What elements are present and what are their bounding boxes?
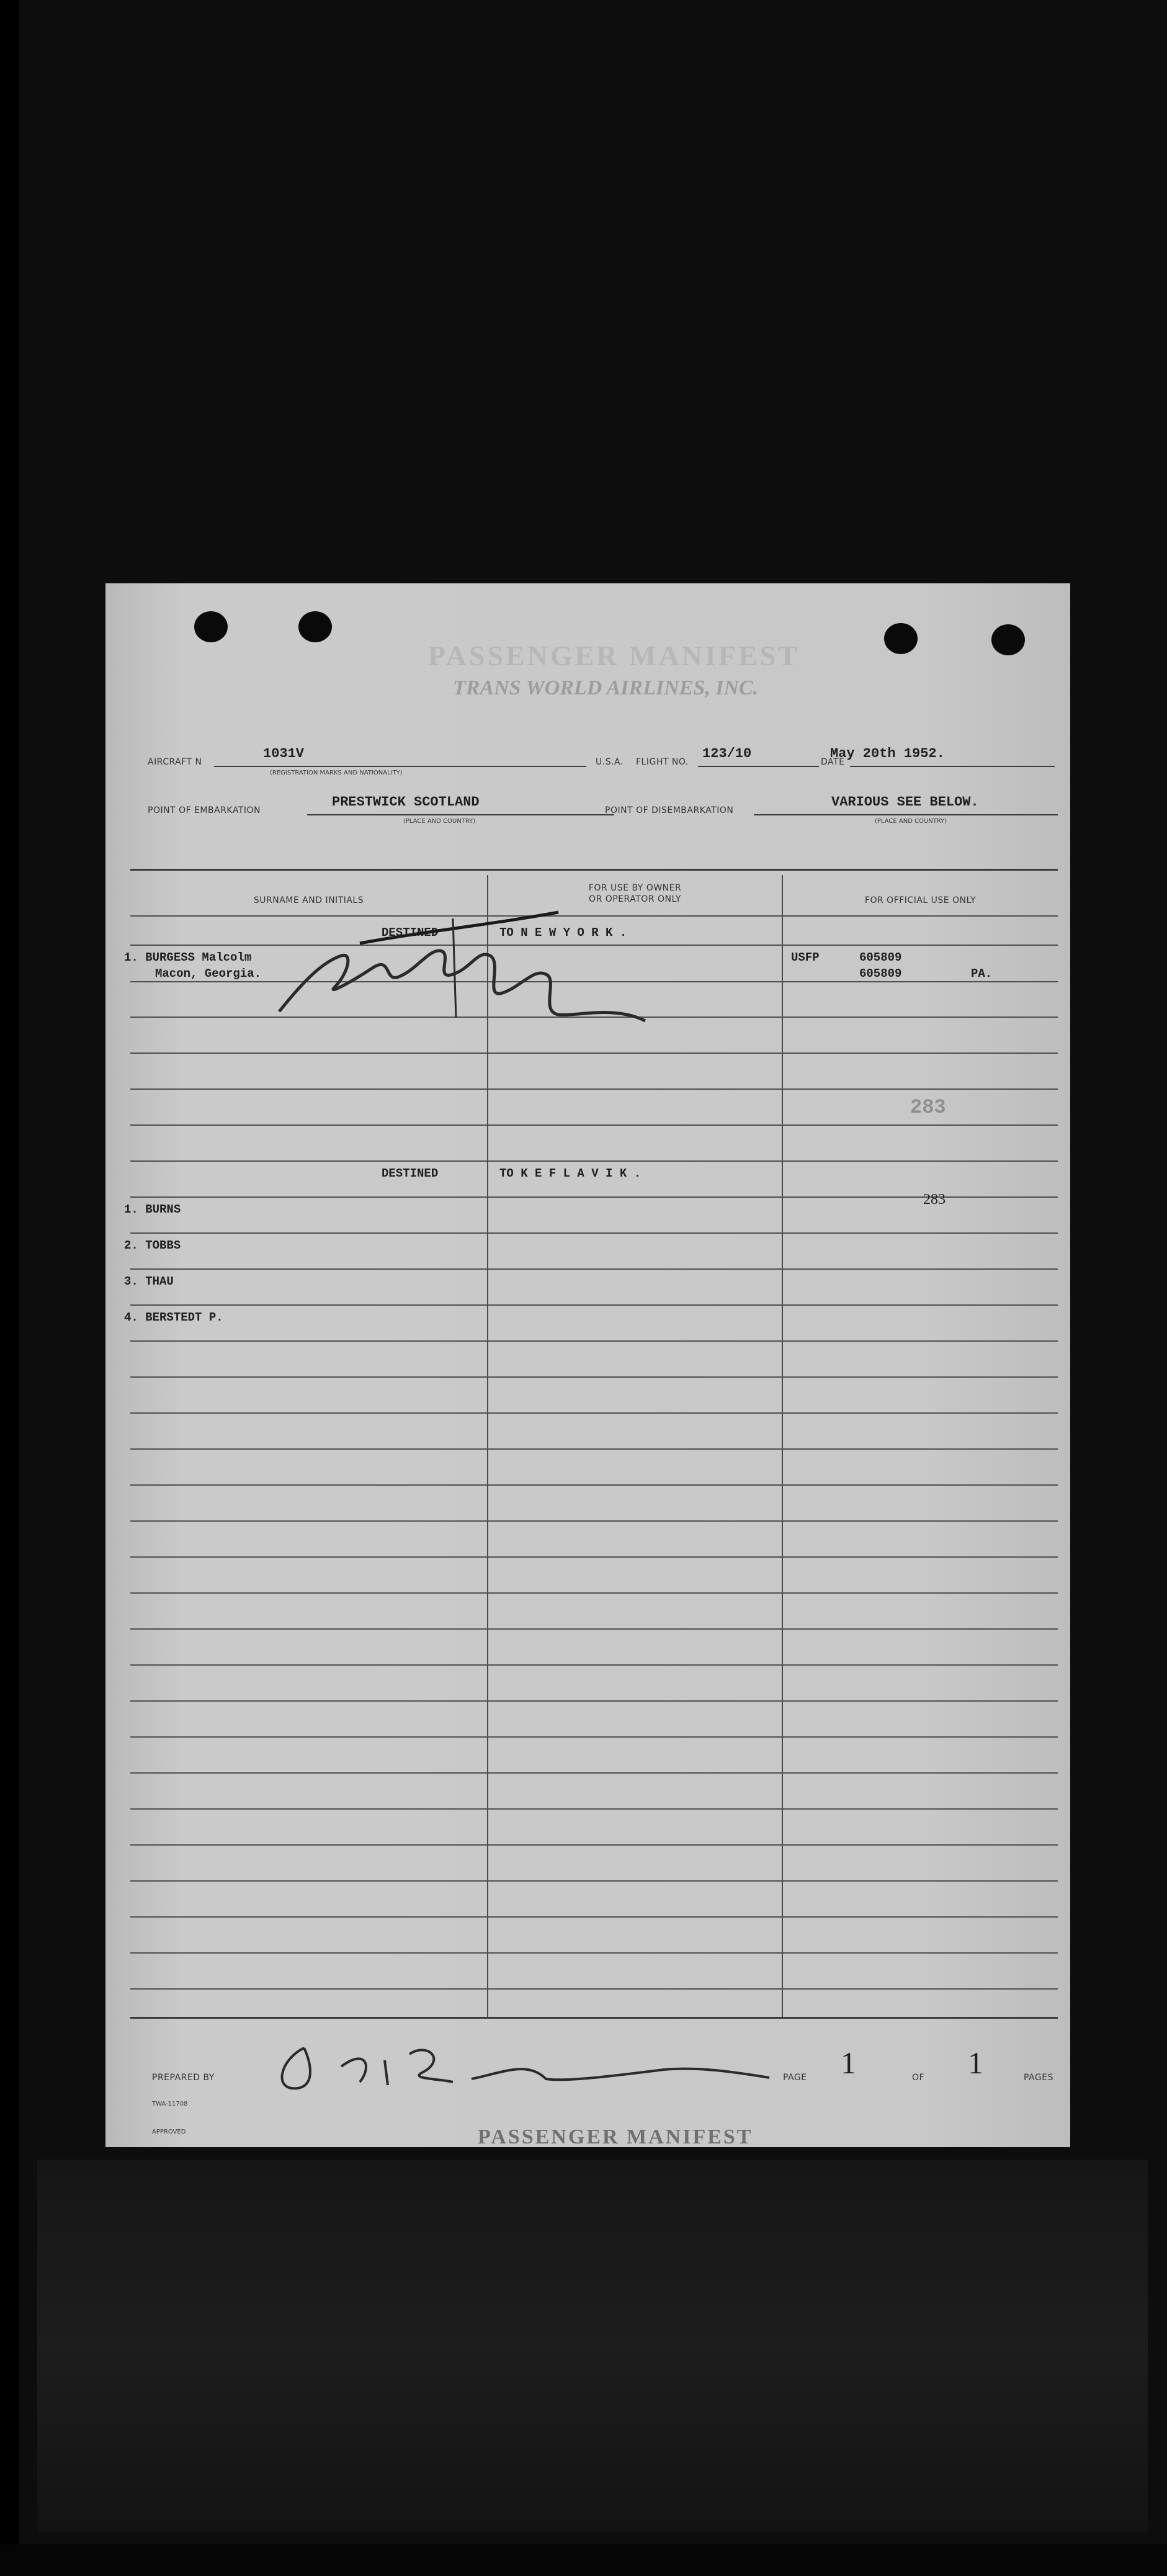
passenger-row-1-code: USFP: [791, 951, 820, 964]
manifest-sheet: [105, 583, 1070, 2147]
page-number-value: 1: [841, 2045, 856, 2080]
passenger-row-1-number: 605809: [859, 951, 902, 964]
table-row-rule: [130, 1772, 1058, 1774]
destined-label: DESTINED: [382, 926, 439, 940]
disembarkation-underline: [754, 814, 1058, 815]
table-row-rule: [130, 1412, 1058, 1414]
embarkation-underline: [307, 814, 614, 815]
handwritten-signature-prepared-by: [267, 2023, 776, 2098]
aircraft-sublabel: (REGISTRATION MARKS AND NATIONALITY): [270, 770, 403, 776]
destined-label: DESTINED: [382, 1167, 439, 1180]
table-row-rule: [130, 1880, 1058, 1882]
surname-column-header: SURNAME AND INITIALS: [253, 895, 364, 905]
passenger-row-2-number: 605809: [859, 967, 902, 981]
passenger-row-2-address: Macon, Georgia.: [155, 967, 262, 981]
table-row-rule: [130, 1052, 1058, 1054]
official-column-header: FOR OFFICIAL USE ONLY: [864, 895, 977, 905]
keflavik-passenger-3: 3. THAU: [124, 1275, 174, 1288]
column-divider: [487, 875, 488, 2017]
aircraft-underline: [214, 766, 586, 767]
disembarkation-value: VARIOUS SEE BELOW.: [831, 794, 979, 810]
passenger-row-1-name: 1. BURGESS Malcolm: [124, 951, 252, 964]
punch-hole: [194, 611, 228, 642]
table-row-rule: [130, 1700, 1058, 1702]
passenger-row-2-state: PA.: [971, 967, 993, 981]
flight-underline: [698, 766, 819, 767]
table-row-rule: [130, 1664, 1058, 1666]
of-label: OF: [912, 2073, 925, 2083]
table-row-rule: [130, 1736, 1058, 1738]
punch-hole: [298, 611, 332, 642]
total-pages-value: 1: [968, 2045, 983, 2080]
pages-label: PAGES: [1024, 2073, 1053, 2083]
destination-keflavik: TO K E F L A V I K .: [499, 1167, 642, 1180]
film-edge-bottom: [0, 2544, 1167, 2576]
table-bottom-rule: [130, 2017, 1058, 2019]
table-row-rule: [130, 1232, 1058, 1234]
keflavik-passenger-4: 4. BERSTEDT P.: [124, 1311, 223, 1324]
table-row-rule: [130, 1556, 1058, 1558]
approved-label: APPROVED: [152, 2129, 186, 2135]
flight-number-label: FLIGHT NO.: [636, 757, 689, 767]
table-row-rule: [130, 1088, 1058, 1090]
column-divider: [782, 875, 783, 2017]
owner-column-header-line1: FOR USE BY OWNER: [588, 883, 682, 893]
embarkation-value: PRESTWICK SCOTLAND: [332, 794, 480, 810]
table-row-rule: [130, 1520, 1058, 1522]
film-background: [37, 2160, 1148, 2532]
prepared-by-label: PREPARED BY: [152, 2073, 215, 2083]
table-row-rule: [130, 1484, 1058, 1486]
table-row-rule: [130, 1196, 1058, 1198]
table-row-rule: [130, 1268, 1058, 1270]
keflavik-passenger-1: 1. BURNS: [124, 1203, 181, 1216]
disembarkation-sublabel: (PLACE AND COUNTRY): [875, 818, 947, 825]
table-row-rule: [130, 1844, 1058, 1846]
handwritten-number: 283: [923, 1192, 946, 1208]
flight-number-value: 123/10: [702, 746, 752, 761]
faded-company-name: TRANS WORLD AIRLINES, INC.: [453, 676, 759, 699]
punch-hole: [991, 624, 1025, 655]
table-row-rule: [130, 1448, 1058, 1450]
form-code: TWA-11708: [152, 2101, 188, 2107]
owner-column-header-line2: OR OPERATOR ONLY: [589, 894, 681, 904]
table-row-rule: [130, 1916, 1058, 1918]
table-row-rule: [130, 1160, 1058, 1162]
punch-hole: [884, 623, 918, 654]
faded-title: PASSENGER MANIFEST: [428, 640, 800, 671]
aircraft-label: AIRCRAFT N: [148, 757, 202, 767]
faded-stamp-number: 283: [910, 1096, 946, 1119]
page-label: PAGE: [783, 2073, 807, 2083]
table-row-rule: [130, 1592, 1058, 1594]
embarkation-sublabel: (PLACE AND COUNTRY): [403, 818, 476, 825]
handwritten-signature-top: [267, 906, 651, 1030]
table-row-rule: [130, 1988, 1058, 1990]
table-row-rule: [130, 1340, 1058, 1342]
table-row-rule: [130, 1304, 1058, 1306]
usa-label: U.S.A.: [596, 757, 624, 767]
table-row-rule: [130, 1808, 1058, 1810]
destination-new-york: TO N E W Y O R K .: [499, 926, 627, 940]
date-underline: [850, 766, 1055, 767]
table-row-rule: [130, 1952, 1058, 1954]
faded-bottom-title: PASSENGER MANIFEST: [478, 2125, 753, 2148]
aircraft-value: 1031V: [263, 746, 305, 761]
disembarkation-label: POINT OF DISEMBARKATION: [605, 806, 734, 815]
date-label: DATE: [821, 757, 845, 767]
date-value: May 20th 1952.: [830, 746, 945, 761]
embarkation-label: POINT OF EMBARKATION: [148, 806, 261, 815]
film-edge-left: [0, 0, 19, 2576]
table-row-rule: [130, 1124, 1058, 1126]
table-row-rule: [130, 1628, 1058, 1630]
table-row-rule: [130, 1376, 1058, 1378]
keflavik-passenger-2: 2. TOBBS: [124, 1239, 181, 1252]
table-top-rule: [130, 869, 1058, 871]
